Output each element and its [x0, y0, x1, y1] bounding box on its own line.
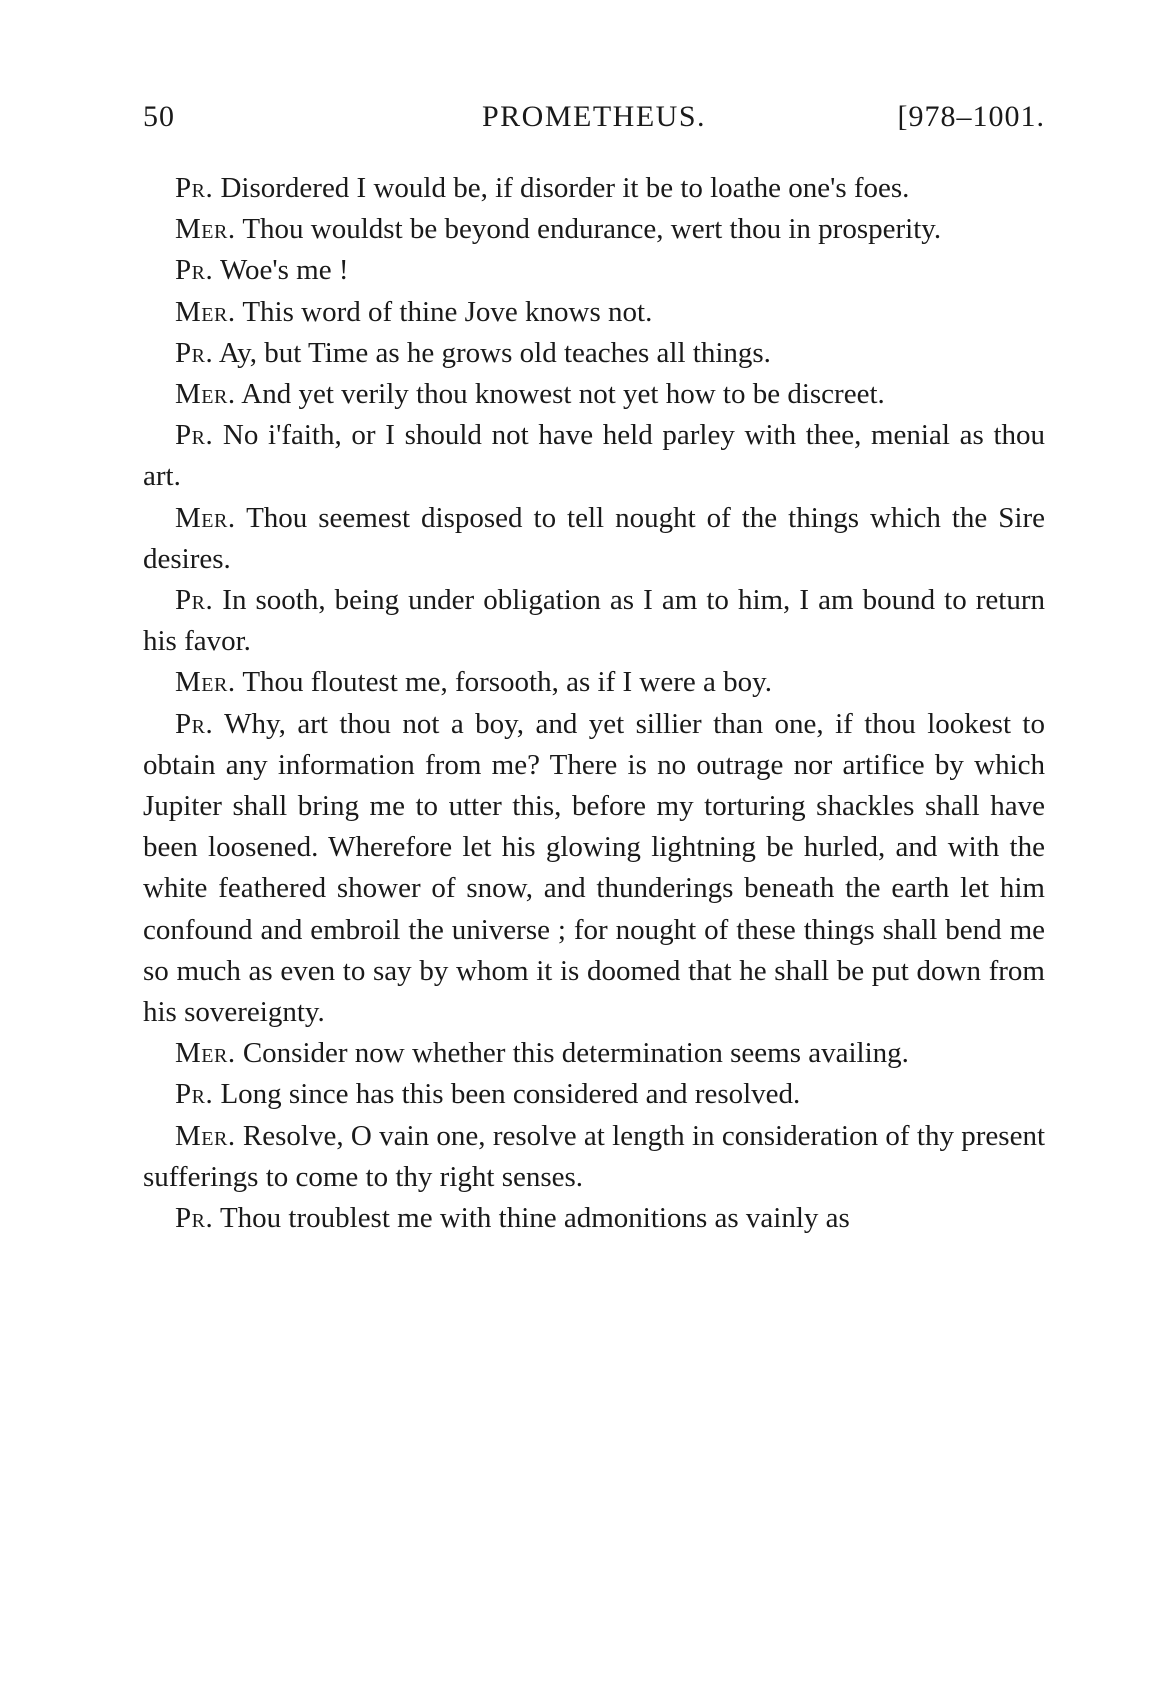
book-page	[143, 92, 1045, 1239]
page-number: 50	[143, 100, 175, 133]
dialogue-paragraph	[143, 415, 1045, 497]
dialogue-paragraph	[143, 1198, 1045, 1239]
running-head	[143, 92, 1045, 142]
speech-text: Long since has this been considered and resolved.	[220, 1078, 801, 1111]
speaker-label: Mer.	[175, 378, 236, 411]
speaker-label: Pr.	[175, 1202, 214, 1235]
dialogue-paragraph	[143, 580, 1045, 662]
dialogue-paragraph	[143, 704, 1045, 1034]
speaker-label: Mer.	[175, 1119, 236, 1152]
speech-text: No i'faith, or I should not have held parley with thee, menial as thou art.	[143, 419, 1045, 493]
dialogue-paragraph	[143, 250, 1045, 291]
dialogue-paragraph	[143, 209, 1045, 250]
speaker-label: Pr.	[175, 254, 214, 287]
speech-text: Woe's me !	[219, 254, 349, 287]
dialogue-paragraph	[143, 333, 1045, 374]
speech-text: In sooth, being under obligation as I am to him, I am bound to return his favor.	[143, 584, 1046, 658]
speaker-label: Mer.	[175, 295, 236, 328]
speaker-label: Pr.	[175, 336, 214, 369]
speech-text: Consider now whether this determination seems availing.	[242, 1037, 909, 1070]
dialogue-text	[143, 168, 1045, 1239]
dialogue-paragraph	[143, 374, 1045, 415]
line-range: [978–1001.	[897, 100, 1045, 133]
speaker-label: Pr.	[175, 584, 214, 617]
speech-text: Disordered I would be, if disorder it be to loathe one's foes.	[220, 172, 910, 204]
speech-text: Ay, but Time as he grows old teaches all things.	[218, 336, 771, 369]
speech-text: Thou troublest me with thine admonitions as vainly as	[219, 1202, 850, 1235]
dialogue-paragraph	[143, 168, 1045, 209]
speech-text: Thou floutest me, forsooth, as if I were a boy.	[242, 666, 772, 699]
speech-text: This word of thine Jove knows not.	[242, 295, 653, 328]
speaker-label: Pr.	[175, 707, 214, 740]
speech-text: Thou seemest disposed to tell nought of the things which the Sire desires.	[143, 501, 1045, 575]
speaker-label: Pr.	[175, 172, 214, 204]
speech-text: Thou wouldst be beyond endurance, wert thou in prosperity.	[242, 213, 942, 246]
speaker-label: Mer.	[175, 213, 236, 246]
speaker-label: Mer.	[175, 1037, 236, 1070]
dialogue-paragraph	[143, 662, 1045, 703]
speaker-label: Mer.	[175, 501, 236, 534]
speech-text: Why, art thou not a boy, and yet sillier than one, if thou lookest to obtain any information from me? There is no outrage nor artifice by which Jupiter shall bring me to utter this, before my torturing shackles shall have been loosened. Wherefore let his glowing lightning be hurled, and with the white feathered shower of snow, and thunderings beneath the earth let him confound and embroil the universe ; for nought of these things shall bend me so much as even to say by whom it is doomed that he shall be put down from his sovereignty.	[143, 707, 1045, 1029]
dialogue-paragraph	[143, 292, 1045, 333]
speaker-label: Pr.	[175, 419, 214, 452]
running-title: PROMETHEUS.	[481, 100, 707, 133]
dialogue-paragraph	[143, 1033, 1045, 1074]
dialogue-paragraph	[143, 498, 1045, 580]
speaker-label: Pr.	[175, 1078, 214, 1111]
speech-text: And yet verily thou knowest not yet how to be discreet.	[241, 378, 885, 411]
dialogue-paragraph	[143, 1074, 1045, 1115]
dialogue-paragraph	[143, 1116, 1045, 1198]
speech-text: Resolve, O vain one, resolve at length in consideration of thy present sufferings to come to thy right senses.	[143, 1119, 1046, 1193]
speaker-label: Mer.	[175, 666, 236, 699]
